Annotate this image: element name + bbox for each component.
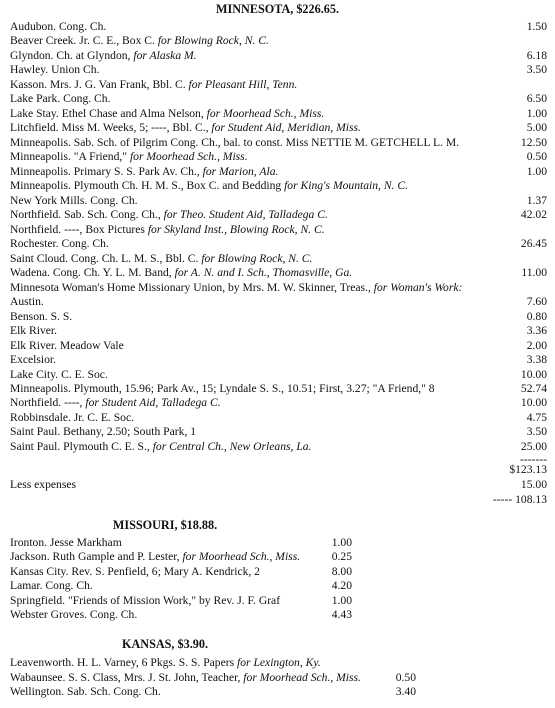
entry-text: Leavenworth. H. L. Varney, 6 Pkgs. S. S. Papers	[10, 656, 238, 669]
entry-line	[10, 684, 161, 699]
entry-line	[10, 178, 408, 193]
entry-designation: for Central Ch., New Orleans, La.	[152, 439, 312, 453]
entry-line	[10, 48, 197, 63]
entry-line	[10, 19, 106, 34]
entry-text: Hawley. Union Ch.	[10, 63, 100, 77]
entry-line	[10, 323, 57, 338]
entry-amount: 26.45	[520, 237, 547, 251]
entry-text: Northfield. ----, Box Pictures	[10, 222, 148, 236]
entry-line	[10, 439, 311, 454]
entry-amount: 1.00	[526, 106, 547, 120]
section-heading-minnesota: MINNESOTA, $226.65.	[215, 2, 339, 16]
section-heading-kansas: KANSAS, $3.90.	[121, 637, 208, 651]
entry-amount: 42.02	[520, 208, 547, 222]
entry-text: Wabaunsee. S. S. Class, Mrs. J. St. John, Teacher,	[10, 670, 244, 684]
entry-amount: 25.00	[520, 439, 547, 453]
entry-amount: 0.25	[331, 550, 352, 564]
entry-line	[10, 593, 280, 608]
entry-text: Webster Groves. Cong. Ch.	[10, 608, 138, 621]
entry-designation: for Blowing Rock, N. C.	[157, 34, 269, 48]
entry-designation: for Moorhead Sch., Miss.	[243, 670, 361, 684]
entry-line	[10, 535, 122, 550]
entry-line	[10, 236, 109, 251]
entry-designation: for Theo. Student Aid, Talladega C.	[163, 208, 328, 222]
entry-text: Lamar. Cong. Ch.	[10, 579, 93, 593]
entry-amount: 3.50	[526, 425, 547, 439]
entry-amount: 1.00	[331, 593, 352, 607]
entry-amount: 7.60	[526, 295, 547, 309]
entry-line	[10, 106, 324, 121]
entry-line	[10, 294, 44, 309]
entry-amount: 4.75	[526, 410, 547, 424]
entry-amount: 3.50	[526, 63, 547, 77]
entry-line	[10, 352, 56, 367]
entry-designation: for Student Aid, Meridian, Miss.	[211, 121, 361, 135]
entry-designation: for A. N. and I. Sch., Thomasville, Ga.	[174, 266, 353, 280]
entry-text: Northfield. Sab. Sch. Cong. Ch.,	[10, 208, 164, 222]
entry-text: Elk River.	[10, 324, 58, 338]
entry-line	[10, 193, 138, 208]
net-total-amount: 108.13	[515, 493, 547, 506]
entry-text: Saint Paul. Bethany, 2.50; South Park, 1	[10, 425, 197, 439]
entry-amount: 52.74	[520, 382, 547, 395]
entry-amount: 10.00	[520, 367, 547, 381]
entry-line	[10, 670, 361, 685]
entry-text: Rochester. Cong. Ch.	[10, 237, 109, 251]
entry-line	[10, 62, 99, 77]
entry-amount: 1.00	[331, 536, 352, 549]
entry-line	[10, 309, 72, 324]
entry-text: Lake Stay. Ethel Chase and Alma Nelson,	[10, 106, 207, 120]
entry-line	[10, 135, 459, 150]
entry-text: Robbinsdale. Jr. C. E. Soc.	[10, 410, 134, 424]
entry-amount: 0.50	[526, 150, 547, 164]
entry-line	[10, 564, 260, 579]
entry-text: Kansas City. Rev. S. Penfield, 6; Mary A. Kendrick, 2	[10, 564, 260, 578]
entry-line	[10, 655, 321, 670]
less-expenses-label: Less expenses	[10, 478, 77, 491]
entry-line	[10, 251, 312, 266]
entry-amount: 8.00	[331, 564, 352, 578]
entry-text: Minnesota Woman's Home Missionary Union, by Mrs. M. W. Skinner, Treas.,	[10, 280, 374, 294]
entry-line	[10, 77, 297, 92]
entry-text: Minneapolis. Plymouth Ch. H. M. S., Box C. and Bedding	[10, 179, 285, 193]
entry-text: Benson. S. S.	[10, 309, 73, 323]
entry-designation: for Blowing Rock, N. C.	[201, 251, 313, 265]
entry-amount: 3.38	[526, 353, 547, 367]
entry-text: Kasson. Mrs. J. G. Van Frank, Bbl. C.	[10, 77, 189, 91]
total-rule: -------	[519, 453, 547, 466]
entry-text: Saint Cloud. Cong. Ch. L. M. S., Bbl. C.	[10, 251, 202, 265]
entry-amount: 10.00	[520, 396, 547, 410]
minnesota-total: $123.13	[509, 463, 547, 476]
net-total-prefix: -----	[492, 493, 513, 506]
entry-text: Elk River. Meadow Vale	[10, 338, 124, 352]
entry-designation: for Lexington, Ky.	[237, 656, 321, 669]
entry-text: Excelsior.	[10, 353, 57, 367]
entry-text: Audubon. Cong. Ch.	[10, 20, 107, 33]
entry-amount: 12.50	[520, 135, 547, 149]
entry-amount: 6.18	[526, 48, 547, 62]
entry-designation: for Alaska M.	[133, 48, 197, 62]
entry-line	[10, 222, 325, 237]
section-heading-missouri: MISSOURI, $18.88.	[112, 518, 218, 532]
entry-amount: 4.20	[331, 579, 352, 593]
entry-line	[10, 607, 137, 622]
entry-amount: 3.40	[395, 685, 416, 698]
entry-text: Jackson. Ruth Gample and P. Lester,	[10, 550, 183, 564]
entry-text: Minneapolis. Plymouth, 15.96; Park Av., 15; Lyndale S. S., 10.51; First, 3.27; "A Friend," 8	[10, 382, 435, 395]
entry-amount: 6.50	[526, 92, 547, 106]
entry-amount: 3.36	[526, 324, 547, 338]
entry-line	[10, 33, 269, 48]
entry-text: Austin.	[10, 295, 44, 309]
entry-line	[10, 280, 462, 295]
entry-line	[10, 578, 93, 593]
entry-text: Saint Paul. Plymouth C. E. S.,	[10, 439, 153, 453]
entry-text: Beaver Creek. Jr. C. E., Box C.	[10, 34, 158, 48]
entry-text: Minneapolis. Primary S. S. Park Av. Ch.,	[10, 164, 203, 178]
entry-amount: 1.37	[526, 193, 547, 207]
entry-designation: for King's Mountain, N. C.	[284, 179, 408, 193]
entry-amount: 1.00	[526, 164, 547, 178]
entry-line	[10, 207, 328, 222]
entry-amount: 1.50	[526, 20, 547, 33]
entry-text: New York Mills. Cong. Ch.	[10, 193, 138, 207]
entry-designation: for Moorhead Sch., Miss.	[206, 106, 325, 120]
entry-text: Springfield. "Friends of Mission Work," by Rev. J. F. Graf	[10, 593, 281, 607]
entry-amount: 4.43	[331, 608, 352, 621]
entry-text: Ironton. Jesse Markham	[10, 536, 122, 549]
entry-amount: 0.80	[526, 309, 547, 323]
entry-line	[10, 395, 221, 410]
entry-text: Wadena. Cong. Ch. Y. L. M. Band,	[10, 266, 175, 280]
entry-line	[10, 120, 361, 135]
entry-designation: for Pleasant Hill, Tenn.	[188, 77, 298, 91]
entry-amount: 2.00	[526, 338, 547, 352]
entry-text: Glyndon. Ch. at Glyndon,	[10, 48, 134, 62]
entry-designation: for Student Aid, Talladega C.	[85, 396, 221, 410]
entry-line	[10, 367, 108, 382]
entry-text: Northfield. ----,	[10, 396, 86, 410]
entry-line	[10, 549, 300, 564]
entry-text: Lake City. C. E. Soc.	[10, 367, 108, 381]
less-expenses-amount: 15.00	[520, 478, 547, 491]
entry-amount: 0.50	[395, 670, 416, 684]
entry-text: Lake Park. Cong. Ch.	[10, 92, 111, 106]
entry-line	[10, 410, 134, 425]
entry-text: Minneapolis. "A Friend,"	[10, 150, 130, 164]
entry-line	[10, 149, 248, 164]
net-total-line	[493, 492, 547, 507]
entry-text: Minneapolis. Sab. Sch. of Pilgrim Cong. Ch., bal. to const. Miss NETTIE M. GETCHELL L. M.	[10, 135, 460, 149]
entry-line	[10, 91, 110, 106]
entry-designation: for Woman's Work:	[373, 280, 463, 294]
entry-line	[10, 265, 352, 280]
entry-designation: for Moorhead Sch., Miss.	[182, 550, 301, 564]
entry-amount: 11.00	[521, 266, 547, 280]
entry-text: Wellington. Sab. Sch. Cong. Ch.	[10, 685, 161, 698]
entry-line	[10, 424, 196, 439]
entry-line	[10, 381, 435, 396]
entry-designation: for Moorhead Sch., Miss.	[129, 150, 248, 164]
entry-amount: 5.00	[526, 121, 547, 135]
entry-line	[10, 338, 124, 353]
entry-designation: for Skyland Inst., Blowing Rock, N. C.	[147, 222, 325, 236]
entry-line	[10, 164, 278, 179]
entry-designation: for Marion, Ala.	[202, 164, 279, 178]
entry-text: Litchfield. Miss M. Weeks, 5; ----, Bbl. C.,	[10, 121, 212, 135]
